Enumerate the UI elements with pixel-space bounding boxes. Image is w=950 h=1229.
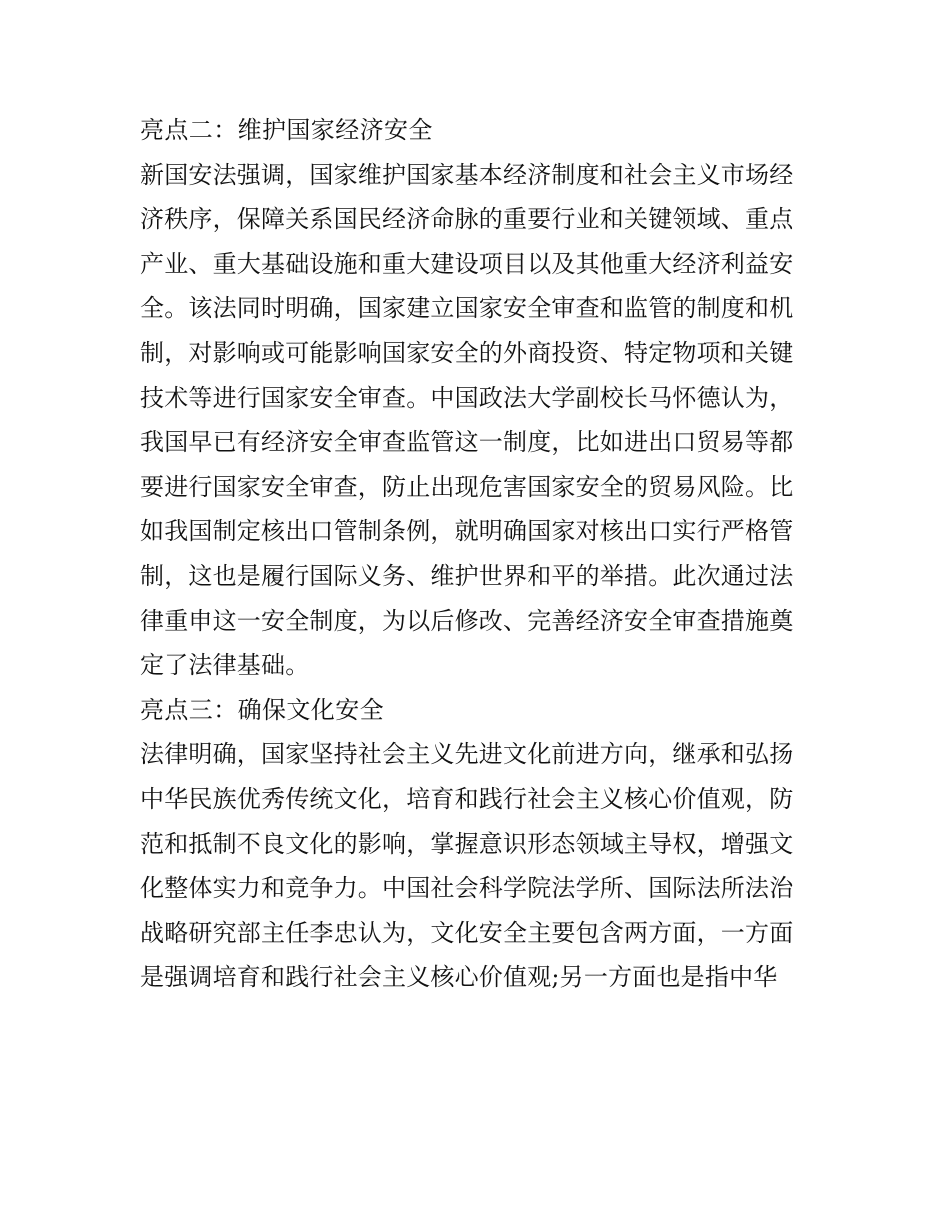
- paragraph-line: 全。该法同时明确，国家建立国家安全审查和监管的制度和机: [140, 294, 794, 323]
- paragraph-line: 制，对影响或可能影响国家安全的外商投资、特定物项和关键: [140, 338, 794, 367]
- paragraph-line: 定了法律基础。: [140, 651, 310, 680]
- section-heading-3: 亮点三：确保文化安全: [140, 695, 384, 724]
- paragraph-line: 技术等进行国家安全审查。中国政法大学副校长马怀德认为，: [140, 383, 794, 412]
- paragraph-line: 我国早已有经济安全审查监管这一制度，比如进出口贸易等都: [140, 428, 794, 457]
- paragraph-line: 制，这也是履行国际义务、维护世界和平的举措。此次通过法: [140, 561, 794, 590]
- document-body: [140, 108, 820, 1000]
- section-heading-2: 亮点二：维护国家经济安全: [140, 116, 433, 144]
- paragraph-line: 如我国制定核出口管制条例，就明确国家对核出口实行严格管: [140, 517, 794, 546]
- paragraph-line: 化整体实力和竞争力。中国社会科学院法学所、国际法所法治: [140, 874, 794, 903]
- paragraph-line: 是强调培育和践行社会主义核心价值观;另一方面也是指中华: [140, 963, 778, 992]
- paragraph-line: 新国安法强调，国家维护国家基本经济制度和社会主义市场经: [140, 160, 794, 189]
- paragraph-line: 律重申这一安全制度，为以后修改、完善经济安全审查措施奠: [140, 606, 794, 635]
- paragraph-line: 战略研究部主任李忠认为，文化安全主要包含两方面，一方面: [140, 918, 794, 947]
- paragraph-line: 产业、重大基础设施和重大建设项目以及其他重大经济利益安: [140, 249, 794, 278]
- paragraph-line: 济秩序，保障关系国民经济命脉的重要行业和关键领域、重点: [140, 205, 794, 234]
- paragraph-line: 范和抵制不良文化的影响，掌握意识形态领域主导权，增强文: [140, 829, 794, 858]
- paragraph-line: 中华民族优秀传统文化，培育和践行社会主义核心价值观，防: [140, 784, 794, 813]
- paragraph-line: 法律明确，国家坚持社会主义先进文化前进方向，继承和弘扬: [140, 740, 794, 769]
- paragraph-line: 要进行国家安全审查，防止出现危害国家安全的贸易风险。比: [140, 472, 794, 501]
